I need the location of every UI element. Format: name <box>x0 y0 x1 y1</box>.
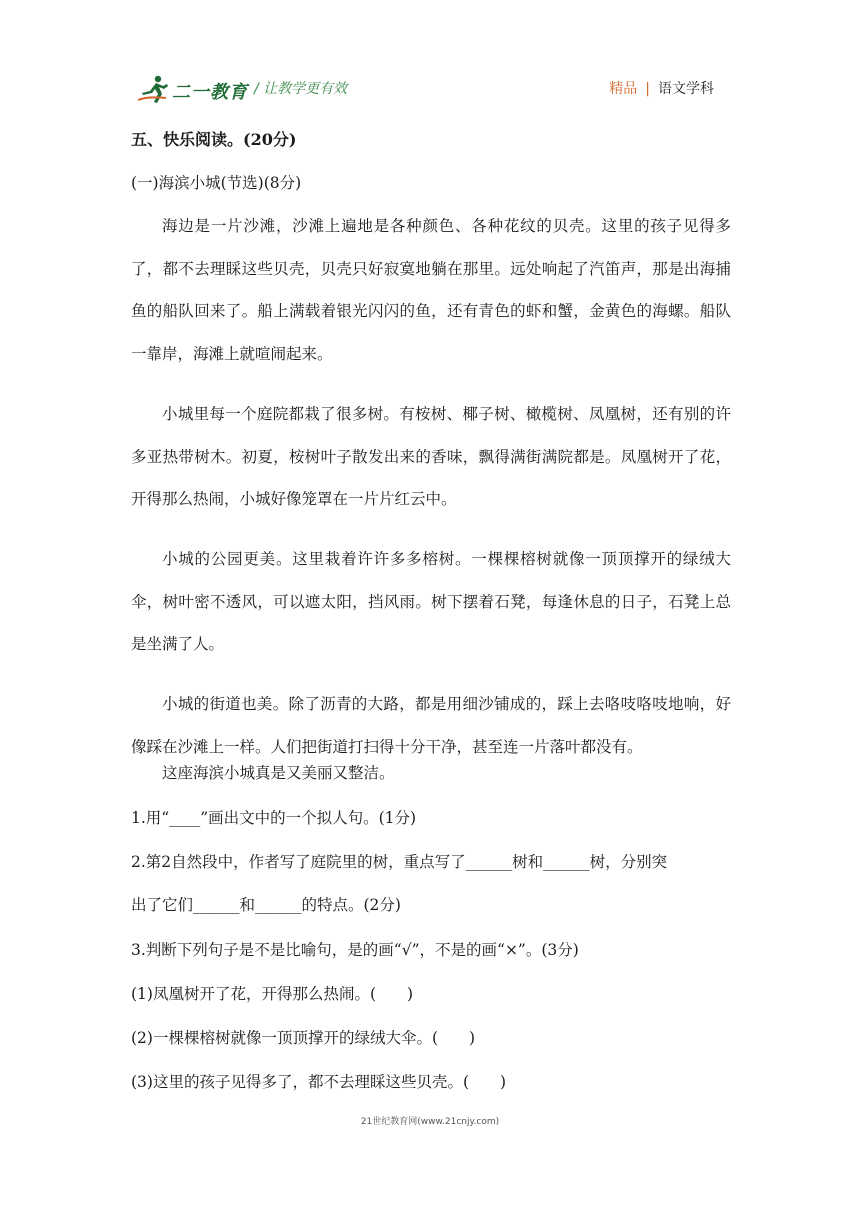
passage-paragraph-4: 小城的街道也美。除了沥青的大路，都是用细沙铺成的，踩上去咯吱咯吱地响，好像踩在沙滩上一样。人们把街道打扫得十分干净，甚至连一片落叶都没有。 <box>131 695 731 756</box>
header-separator: | <box>645 81 650 97</box>
question-1: 1.用“____”画出文中的一个拟人句。(1分) <box>131 809 417 827</box>
question-2-line-1: 2.第2自然段中，作者写了庭院里的树，重点写了______树和______树，分别突 <box>131 853 668 871</box>
question-3-item-1: (1)凤凰树开了花，开得那么热闹。( ) <box>131 985 414 1003</box>
question-3-item-3: (3)这里的孩子见得多了，都不去理睬这些贝壳。( ) <box>131 1073 507 1091</box>
passage-paragraph-3: 小城的公园更美。这里栽着许许多多榕树。一棵棵榕树就像一顶顶撑开的绿绒大伞，树叶密不透风，可以遮太阳，挡风雨。树下摆着石凳，每逢休息的日子，石凳上总是坐满了人。 <box>131 550 731 653</box>
page-footer: 21世纪教育网(www.21cnjy.com) <box>360 1117 500 1127</box>
question-3: 3.判断下列句子是不是比喻句，是的画“√”，不是的画“×”。(3分) <box>131 941 579 959</box>
runner-logo-icon <box>136 74 172 104</box>
question-2-line-2: 出了它们______和______的特点。(2分) <box>131 896 401 914</box>
logo-text: 二一教育 <box>172 82 248 103</box>
logo <box>136 74 246 104</box>
passage-paragraph-5: 这座海滨小城真是又美丽又整洁。 <box>162 764 395 782</box>
passage-paragraph-2: 小城里每一个庭院都栽了很多树。有桉树、椰子树、橄榄树、凤凰树，还有别的许多亚热带树木。初夏，桉树叶子散发出来的香味，飘得满街满院都是。凤凰树开了花，开得那么热闹，小城好像笼罩在一片片红云中。 <box>131 405 731 508</box>
subject-label: 语文学科 <box>658 81 714 97</box>
passage-subtitle: (一)海滨小城(节选)(8分) <box>131 174 302 192</box>
passage-paragraph-1: 海边是一片沙滩，沙滩上遍地是各种颜色、各种花纹的贝壳。这里的孩子见得多了，都不去理睬这些贝壳，贝壳只好寂寞地躺在那里。远处响起了汽笛声，那是出海捕鱼的船队回来了。船上满载着银光闪闪的鱼，还有青色的虾和蟹，金黄色的海螺。船队一靠岸，海滩上就喧闹起来。 <box>131 217 731 363</box>
question-3-item-2: (2)一棵棵榕树就像一顶顶撑开的绿绒大伞。( ) <box>131 1029 476 1047</box>
page-header <box>136 68 724 108</box>
premium-label: 精品 <box>609 81 638 97</box>
section-title: 五、快乐阅读。(20分) <box>131 130 297 149</box>
slogan: / 让教学更有效 <box>254 81 348 97</box>
header-subject-label <box>609 78 714 98</box>
